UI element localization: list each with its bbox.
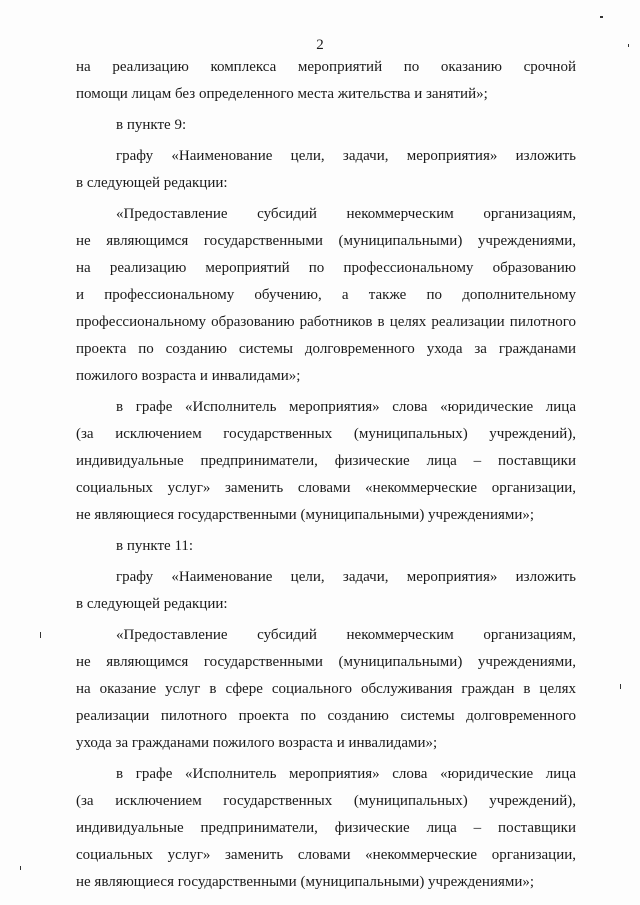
text-line: графу «Наименование цели, задачи, мероприятия» изложить — [116, 569, 576, 585]
page-number: 2 — [316, 37, 324, 53]
text-line: на реализацию комплекса мероприятий по оказанию срочной — [76, 59, 576, 75]
text-line: и профессиональному обучению, а также по дополнительному — [76, 287, 576, 303]
text-line: не являющимся государственными (муниципальными) учреждениями, — [76, 654, 576, 670]
text-line: пожилого возраста и инвалидами»; — [76, 368, 301, 384]
scan-speck — [600, 16, 603, 18]
text-line: помощи лицам без определенного места жительства и занятий»; — [76, 86, 488, 102]
text-line: в следующей редакции: — [76, 596, 228, 612]
text-line: социальных услуг» заменить словами «некоммерческие организации, — [76, 847, 576, 863]
scan-speck — [628, 44, 629, 47]
text-line: реализации пилотного проекта по созданию системы долговременного — [76, 708, 576, 724]
text-line: (за исключением государственных (муниципальных) учреждений), — [76, 793, 576, 809]
text-line: проекта по созданию системы долговременного ухода за гражданами — [76, 341, 576, 357]
text-line: «Предоставление субсидий некоммерческим организациям, — [116, 206, 576, 222]
text-line: не являющимся государственными (муниципальными) учреждениями, — [76, 233, 576, 249]
text-line: ухода за гражданами пожилого возраста и инвалидами»; — [76, 735, 438, 751]
text-line: не являющиеся государственными (муниципальными) учреждениями»; — [76, 874, 535, 890]
text-line: индивидуальные предприниматели, физические лица – поставщики — [76, 453, 576, 469]
scan-speck — [620, 684, 621, 689]
text-line: социальных услуг» заменить словами «некоммерческие организации, — [76, 480, 576, 496]
document-body — [76, 54, 576, 896]
text-line: на оказание услуг в сфере социального обслуживания граждан в целях — [76, 681, 576, 697]
text-line: в графе «Исполнитель мероприятия» слова «юридические лица — [116, 766, 576, 782]
text-line: графу «Наименование цели, задачи, мероприятия» изложить — [116, 148, 576, 164]
scan-speck — [40, 632, 41, 638]
text-line: в пункте 11: — [116, 538, 194, 554]
text-line: профессиональному образованию работников в целях реализации пилотного — [76, 314, 576, 330]
text-line: не являющиеся государственными (муниципальными) учреждениями»; — [76, 507, 535, 523]
text-line: в следующей редакции: — [76, 175, 228, 191]
text-line: на реализацию мероприятий по профессиональному образованию — [76, 260, 576, 276]
text-line: «Предоставление субсидий некоммерческим организациям, — [116, 627, 576, 643]
text-line: (за исключением государственных (муниципальных) учреждений), — [76, 426, 576, 442]
scan-speck — [20, 866, 21, 870]
text-line: в пункте 9: — [116, 117, 187, 133]
text-line: индивидуальные предприниматели, физические лица – поставщики — [76, 820, 576, 836]
text-line: в графе «Исполнитель мероприятия» слова «юридические лица — [116, 399, 576, 415]
